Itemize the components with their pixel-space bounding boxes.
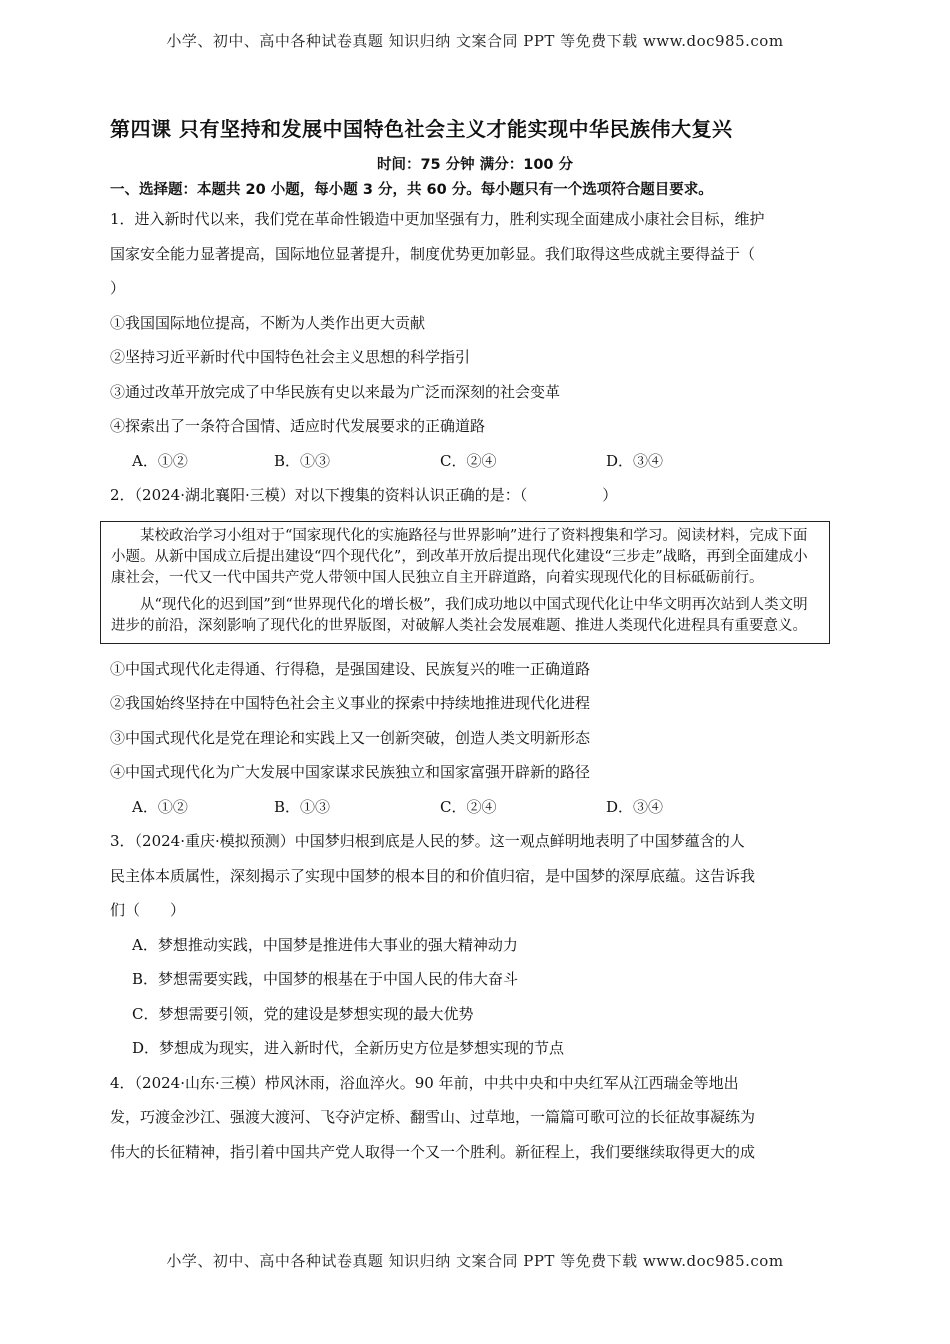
question-3 xyxy=(110,824,840,1066)
question-1 xyxy=(110,202,840,478)
exam-content xyxy=(110,112,840,1169)
statement-item: ②我国始终坚持在中国特色社会主义事业的探索中持续地推进现代化进程 xyxy=(110,694,591,712)
option-b[interactable]: B．①③ xyxy=(274,451,331,470)
material-paragraph: 某校政治学习小组对于“国家现代化的实施路径与世界影响”进行了资料搜集和学习。阅读材料，完成下面小题。从新中国成立后提出建设“四个现代化”，到改革开放后提出现代化建设“三步走”战略，再到全面建成小康社会，一代又一代中国共产党人带领中国人民独立自主开辟道路，向着实现现代化的目标砥砺前行。 xyxy=(111,527,808,586)
question-stem-line: ） xyxy=(110,279,126,297)
section-heading: 一、选择题：本题共 20 小题，每小题 3 分，共 60 分。每小题只有一个选项符合题目要求。 xyxy=(110,182,713,198)
option-a[interactable]: A．梦想推动实践，中国梦是推进伟大事业的强大精神动力 xyxy=(132,935,518,954)
page-header: 小学、初中、高中各种试卷真题 知识归纳 文案合同 PPT 等免费下载 www.doc985.com xyxy=(166,32,784,50)
statement-item: ①中国式现代化走得通、行得稳，是强国建设、民族复兴的唯一正确道路 xyxy=(110,659,591,678)
page-footer: 小学、初中、高中各种试卷真题 知识归纳 文案合同 PPT 等免费下载 www.doc985.com xyxy=(166,1252,784,1270)
option-b[interactable]: B．梦想需要实践，中国梦的根基在于中国人民的伟大奋斗 xyxy=(132,970,519,988)
statement-item: ③通过改革开放完成了中华民族有史以来最为广泛而深刻的社会变革 xyxy=(110,382,561,401)
question-stem-line: 国家安全能力显著提高，国际地位显著提升，制度优势更加彰显。我们取得这些成就主要得益于（ xyxy=(110,244,756,263)
material-box xyxy=(100,521,830,644)
exam-meta: 时间：75 分钟 满分：100 分 xyxy=(376,157,574,173)
option-d[interactable]: D．梦想成为现实，进入新时代，全新历史方位是梦想实现的节点 xyxy=(132,1039,565,1057)
option-a[interactable]: A．①② xyxy=(132,451,188,470)
question-4 xyxy=(110,1066,840,1170)
question-stem-line: 4．（2024·山东·三模）栉风沐雨，浴血淬火。90 年前，中共中央和中央红军从江西瑞金等地出 xyxy=(110,1073,739,1092)
statement-item: ④中国式现代化为广大发展中国家谋求民族独立和国家富强开辟新的路径 xyxy=(110,763,591,781)
option-c[interactable]: C．②④ xyxy=(440,451,497,470)
question-stem-line: 伟大的长征精神，指引着中国共产党人取得一个又一个胜利。新征程上，我们要继续取得更大的成 xyxy=(110,1142,756,1161)
statement-item: ④探索出了一条符合国情、适应时代发展要求的正确道路 xyxy=(110,417,486,435)
page-title: 第四课 只有坚持和发展中国特色社会主义才能实现中华民族伟大复兴 xyxy=(110,117,733,141)
material-paragraph: 从“现代化的迟到国”到“世界现代化的增长极”，我们成功地以中国式现代化让中华文明再次站到人类文明进步的前沿，深刻影响了现代化的世界版图，对破解人类社会发展难题、推进人类现代化进程具有重要意义。 xyxy=(111,596,808,634)
option-d[interactable]: D．③④ xyxy=(606,451,664,470)
question-stem-line: 民主体本质属性，深刻揭示了实现中国梦的根本目的和价值归宿，是中国梦的深厚底蕴。这告诉我 xyxy=(110,866,756,885)
option-a[interactable]: A．①② xyxy=(132,797,188,816)
option-b[interactable]: B．①③ xyxy=(274,797,331,816)
statement-item: ③中国式现代化是党在理论和实践上又一创新突破，创造人类文明新形态 xyxy=(110,728,591,747)
question-2 xyxy=(110,478,840,824)
question-stem-line: 3．（2024·重庆·模拟预测）中国梦归根到底是人民的梦。这一观点鲜明地表明了中国梦蕴含的人 xyxy=(110,832,745,850)
question-stem-line: 发，巧渡金沙江、强渡大渡河、飞夺泸定桥、翻雪山、过草地，一篇篇可歌可泣的长征故事凝练为 xyxy=(110,1108,756,1126)
option-d[interactable]: D．③④ xyxy=(606,797,664,816)
question-stem-line: 2．（2024·湖北襄阳·三模）对以下搜集的资料认识正确的是：（ ） xyxy=(110,486,618,504)
answer-options xyxy=(110,444,840,479)
question-stem-line: 1．进入新时代以来，我们党在革命性锻造中更加坚强有力，胜利实现全面建成小康社会目标，维护 xyxy=(110,210,765,228)
statement-item: ②坚持习近平新时代中国特色社会主义思想的科学指引 xyxy=(110,348,471,366)
option-c[interactable]: C．梦想需要引领，党的建设是梦想实现的最大优势 xyxy=(132,1004,474,1023)
question-stem-line: 们（ ） xyxy=(110,901,186,919)
statement-item: ①我国国际地位提高，不断为人类作出更大贡献 xyxy=(110,313,426,332)
option-c[interactable]: C．②④ xyxy=(440,797,497,816)
answer-options xyxy=(110,790,840,825)
